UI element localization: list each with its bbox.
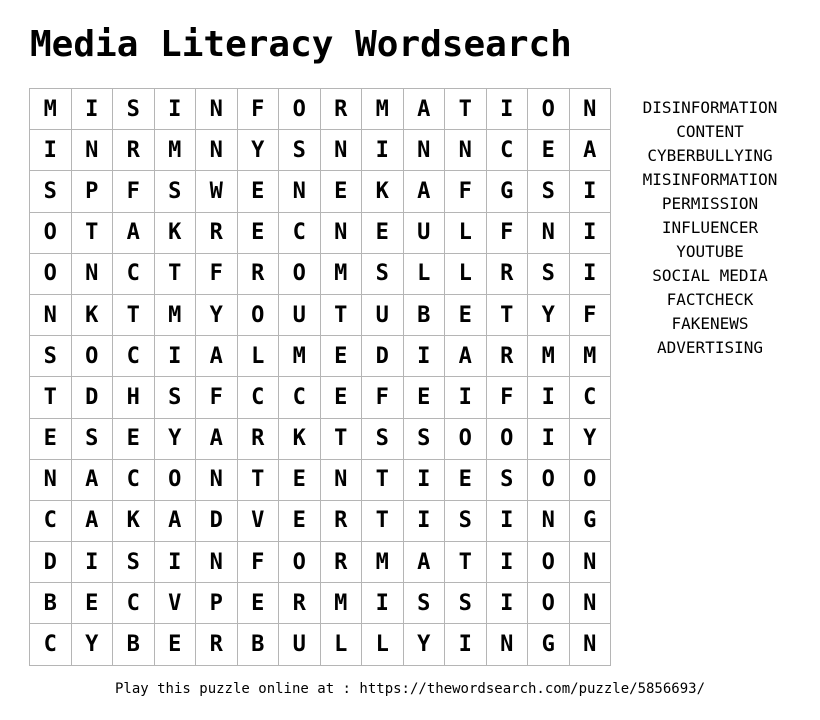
grid-cell[interactable]: Y [238, 130, 280, 171]
grid-cell[interactable]: A [404, 542, 446, 583]
grid-cell[interactable]: M [362, 89, 404, 130]
grid-cell[interactable]: W [196, 171, 238, 212]
grid-cell[interactable]: V [238, 501, 280, 542]
grid-cell[interactable]: T [321, 419, 363, 460]
grid-cell[interactable]: R [321, 501, 363, 542]
footer-link-text: Play this puzzle online at : https://thewordsearch.com/puzzle/5856693/ [114, 681, 705, 697]
grid-cell[interactable]: F [196, 377, 238, 418]
grid-cell[interactable]: F [113, 171, 155, 212]
grid-cell[interactable]: E [321, 336, 363, 377]
grid-cell[interactable]: E [113, 419, 155, 460]
grid-cell[interactable]: N [321, 213, 363, 254]
word-list-item: CYBERBULLYING [647, 146, 773, 165]
grid-cell[interactable]: C [279, 377, 321, 418]
grid-cell[interactable]: S [72, 419, 114, 460]
grid-cell[interactable]: I [487, 501, 529, 542]
grid-cell[interactable]: M [321, 254, 363, 295]
grid-cell[interactable]: I [404, 501, 446, 542]
grid-cell[interactable]: D [30, 542, 72, 583]
grid-cell[interactable]: E [528, 130, 570, 171]
grid-cell[interactable]: B [30, 583, 72, 624]
grid-cell[interactable]: I [445, 377, 487, 418]
grid-cell[interactable]: E [321, 377, 363, 418]
grid-cell[interactable]: F [487, 377, 529, 418]
grid-cell[interactable]: C [487, 130, 529, 171]
grid-cell[interactable]: U [279, 295, 321, 336]
grid-cell[interactable]: O [279, 89, 321, 130]
grid-cell[interactable]: N [72, 130, 114, 171]
grid-cell[interactable]: N [570, 624, 612, 665]
grid-cell[interactable]: C [570, 377, 612, 418]
grid-cell[interactable]: I [30, 130, 72, 171]
grid-cell[interactable]: I [528, 419, 570, 460]
word-list [624, 96, 796, 360]
word-list-item: PERMISSION [661, 194, 759, 213]
grid-cell[interactable]: M [321, 583, 363, 624]
grid-cell[interactable]: N [196, 542, 238, 583]
grid-cell[interactable]: R [321, 89, 363, 130]
grid-cell[interactable]: S [487, 460, 529, 501]
grid-cell[interactable]: M [155, 130, 197, 171]
grid-cell[interactable]: S [113, 89, 155, 130]
word-list-item: DISINFORMATION [642, 98, 778, 117]
grid-cell[interactable]: Y [528, 295, 570, 336]
grid-cell[interactable]: I [487, 89, 529, 130]
grid-cell[interactable]: E [30, 419, 72, 460]
grid-cell[interactable]: E [445, 460, 487, 501]
grid-cell[interactable]: O [528, 89, 570, 130]
grid-cell[interactable]: O [279, 254, 321, 295]
grid-cell[interactable]: N [321, 460, 363, 501]
grid-cell[interactable]: T [487, 295, 529, 336]
grid-cell[interactable]: I [72, 542, 114, 583]
grid-cell[interactable]: S [404, 583, 446, 624]
grid-cell[interactable]: O [487, 419, 529, 460]
word-list-item: FACTCHECK [666, 290, 754, 309]
grid-cell[interactable]: N [72, 254, 114, 295]
grid-cell[interactable]: N [570, 542, 612, 583]
grid-cell[interactable]: C [30, 624, 72, 665]
grid-cell[interactable]: M [155, 295, 197, 336]
grid-cell[interactable]: S [362, 419, 404, 460]
grid-cell[interactable]: R [487, 336, 529, 377]
grid-cell[interactable]: C [113, 460, 155, 501]
grid-cell[interactable]: T [362, 501, 404, 542]
grid-cell[interactable]: C [113, 254, 155, 295]
grid-cell[interactable]: A [570, 130, 612, 171]
grid-cell[interactable]: G [570, 501, 612, 542]
grid-cell[interactable]: F [362, 377, 404, 418]
grid-cell[interactable]: E [404, 377, 446, 418]
grid-cell[interactable]: R [279, 583, 321, 624]
grid-cell[interactable]: Y [72, 624, 114, 665]
grid-cell[interactable]: A [155, 501, 197, 542]
grid-cell[interactable]: T [321, 295, 363, 336]
grid-cell[interactable]: L [238, 336, 280, 377]
grid-cell[interactable]: S [113, 542, 155, 583]
grid-cell[interactable]: C [30, 501, 72, 542]
grid-cell[interactable]: F [570, 295, 612, 336]
grid-cell[interactable]: A [404, 89, 446, 130]
grid-cell[interactable]: A [72, 460, 114, 501]
grid-cell[interactable]: O [570, 460, 612, 501]
grid-cell[interactable]: S [528, 171, 570, 212]
grid-cell[interactable]: U [279, 624, 321, 665]
grid-cell[interactable]: R [238, 419, 280, 460]
grid-cell[interactable]: G [487, 171, 529, 212]
grid-cell[interactable]: C [113, 336, 155, 377]
grid-cell[interactable]: O [30, 254, 72, 295]
grid-cell[interactable]: N [528, 501, 570, 542]
grid-cell[interactable]: E [238, 213, 280, 254]
grid-cell[interactable]: K [155, 213, 197, 254]
grid-cell[interactable]: L [404, 254, 446, 295]
grid-cell[interactable]: S [30, 171, 72, 212]
grid-cell[interactable]: O [528, 583, 570, 624]
grid-cell[interactable]: T [445, 89, 487, 130]
grid-cell[interactable]: N [404, 130, 446, 171]
grid-cell[interactable]: S [362, 254, 404, 295]
grid-cell[interactable]: K [72, 295, 114, 336]
grid-cell[interactable]: I [487, 542, 529, 583]
grid-cell[interactable]: A [113, 213, 155, 254]
grid-cell[interactable]: M [528, 336, 570, 377]
grid-cell[interactable]: N [570, 583, 612, 624]
grid-cell[interactable]: N [196, 460, 238, 501]
grid-cell[interactable]: O [30, 213, 72, 254]
grid-cell[interactable]: R [113, 130, 155, 171]
grid-cell[interactable]: I [362, 583, 404, 624]
grid-cell[interactable]: T [445, 542, 487, 583]
grid-cell[interactable]: I [155, 336, 197, 377]
grid-cell[interactable]: S [155, 377, 197, 418]
grid-cell[interactable]: O [72, 336, 114, 377]
grid-cell[interactable]: I [570, 254, 612, 295]
grid-cell[interactable]: N [30, 295, 72, 336]
grid-cell[interactable]: B [113, 624, 155, 665]
grid-cell[interactable]: I [487, 583, 529, 624]
grid-cell[interactable]: K [279, 419, 321, 460]
grid-cell[interactable]: E [279, 501, 321, 542]
grid-cell[interactable]: N [445, 130, 487, 171]
grid-cell[interactable]: N [528, 213, 570, 254]
grid-cell[interactable]: A [196, 336, 238, 377]
grid-cell[interactable]: D [362, 336, 404, 377]
grid-cell[interactable]: S [155, 171, 197, 212]
grid-cell[interactable]: O [528, 542, 570, 583]
grid-cell[interactable]: C [238, 377, 280, 418]
grid-cell[interactable]: P [72, 171, 114, 212]
grid-cell[interactable]: I [362, 130, 404, 171]
grid-cell[interactable]: M [362, 542, 404, 583]
grid-cell[interactable]: M [279, 336, 321, 377]
grid-cell[interactable]: R [238, 254, 280, 295]
page-title: Media Literacy Wordsearch [30, 24, 572, 65]
grid-cell[interactable]: N [30, 460, 72, 501]
grid-cell[interactable]: U [404, 213, 446, 254]
grid-cell[interactable]: L [445, 213, 487, 254]
grid-cell[interactable]: E [155, 624, 197, 665]
grid-cell[interactable]: A [196, 419, 238, 460]
grid-cell[interactable]: N [487, 624, 529, 665]
grid-cell[interactable]: Y [404, 624, 446, 665]
grid-cell[interactable]: T [362, 460, 404, 501]
grid-cell[interactable]: N [570, 89, 612, 130]
grid-cell[interactable]: B [404, 295, 446, 336]
grid-cell[interactable]: S [445, 583, 487, 624]
grid-cell[interactable]: S [404, 419, 446, 460]
grid-cell[interactable]: E [238, 171, 280, 212]
word-list-item: SOCIAL MEDIA [652, 266, 768, 285]
grid-cell[interactable]: U [362, 295, 404, 336]
grid-cell[interactable]: B [238, 624, 280, 665]
grid-cell[interactable]: A [404, 171, 446, 212]
grid-cell[interactable]: I [570, 213, 612, 254]
grid-cell[interactable]: R [196, 624, 238, 665]
grid-cell[interactable]: E [238, 583, 280, 624]
grid-cell[interactable]: N [196, 130, 238, 171]
grid-cell[interactable]: R [487, 254, 529, 295]
grid-cell[interactable]: E [362, 213, 404, 254]
grid-cell[interactable]: T [238, 460, 280, 501]
grid-cell[interactable]: S [279, 130, 321, 171]
grid-cell[interactable]: R [196, 213, 238, 254]
grid-cell[interactable]: I [72, 89, 114, 130]
grid-cell[interactable]: H [113, 377, 155, 418]
grid-cell[interactable]: N [196, 89, 238, 130]
grid-cell[interactable]: A [445, 336, 487, 377]
grid-cell[interactable]: I [155, 89, 197, 130]
grid-cell[interactable]: I [445, 624, 487, 665]
grid-cell[interactable]: O [279, 542, 321, 583]
grid-cell[interactable]: Y [155, 419, 197, 460]
grid-cell[interactable]: M [30, 89, 72, 130]
grid-cell[interactable]: E [279, 460, 321, 501]
grid-cell[interactable]: N [321, 130, 363, 171]
grid-cell[interactable]: Y [570, 419, 612, 460]
word-list-item: CONTENT [676, 122, 744, 141]
grid-cell[interactable]: E [72, 583, 114, 624]
grid-cell[interactable]: C [279, 213, 321, 254]
grid-cell[interactable]: T [113, 295, 155, 336]
grid-cell[interactable]: N [279, 171, 321, 212]
grid-cell[interactable]: T [155, 254, 197, 295]
grid-cell[interactable]: L [445, 254, 487, 295]
grid-cell[interactable]: L [362, 624, 404, 665]
grid-cell[interactable]: L [321, 624, 363, 665]
grid-cell[interactable]: D [72, 377, 114, 418]
grid-cell[interactable]: D [196, 501, 238, 542]
grid-cell[interactable]: S [30, 336, 72, 377]
grid-cell[interactable]: M [570, 336, 612, 377]
word-list-item: YOUTUBE [676, 242, 744, 261]
grid-cell[interactable]: F [238, 542, 280, 583]
grid-cell[interactable]: Y [196, 295, 238, 336]
grid-cell[interactable]: G [528, 624, 570, 665]
grid-cell[interactable]: I [404, 460, 446, 501]
grid-cell[interactable]: R [321, 542, 363, 583]
word-list-item: FAKENEWS [671, 314, 749, 333]
grid-cell[interactable]: E [445, 295, 487, 336]
grid-cell[interactable]: F [196, 254, 238, 295]
grid-cell[interactable]: F [487, 213, 529, 254]
grid-cell[interactable]: P [196, 583, 238, 624]
grid-cell[interactable]: F [238, 89, 280, 130]
grid-cell[interactable]: S [528, 254, 570, 295]
grid-cell[interactable]: E [321, 171, 363, 212]
letter-grid[interactable] [29, 88, 611, 666]
grid-cell[interactable]: I [528, 377, 570, 418]
grid-cell[interactable]: C [113, 583, 155, 624]
grid-cell[interactable]: I [155, 542, 197, 583]
word-list-item: ADVERTISING [657, 338, 763, 357]
grid-cell[interactable]: T [30, 377, 72, 418]
grid-cell[interactable]: F [445, 171, 487, 212]
grid-cell[interactable]: A [72, 501, 114, 542]
grid-cell[interactable]: S [445, 501, 487, 542]
grid-cell[interactable]: I [404, 336, 446, 377]
grid-cell[interactable]: T [72, 213, 114, 254]
word-list-item: MISINFORMATION [642, 170, 778, 189]
grid-cell[interactable]: I [570, 171, 612, 212]
grid-cell[interactable]: K [113, 501, 155, 542]
grid-cell[interactable]: O [238, 295, 280, 336]
grid-cell[interactable]: O [155, 460, 197, 501]
grid-cell[interactable]: V [155, 583, 197, 624]
grid-cell[interactable]: O [445, 419, 487, 460]
word-list-item: INFLUENCER [661, 218, 759, 237]
grid-cell[interactable]: K [362, 171, 404, 212]
grid-cell[interactable]: O [528, 460, 570, 501]
